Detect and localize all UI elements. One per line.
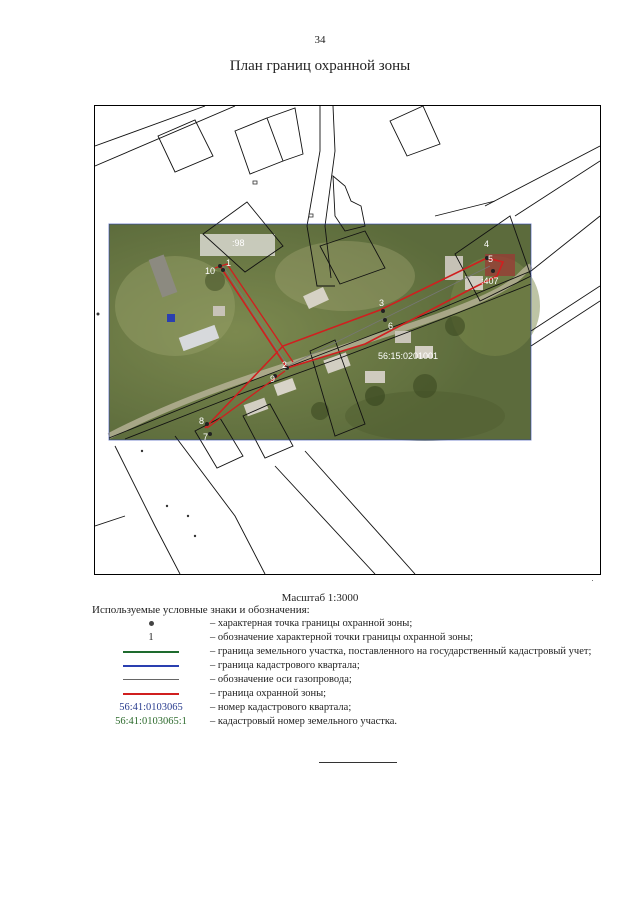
page-title: План границ охранной зоны: [229, 58, 411, 74]
legend: [92, 617, 612, 729]
satellite-imagery: [109, 224, 540, 441]
page-number: 34: [314, 34, 326, 46]
legend-heading: Используемые условные знаки и обозначения:: [92, 604, 310, 616]
green-line-symbol: [123, 651, 179, 653]
margin-mark: [592, 580, 593, 581]
map-scale: Масштаб 1:3000: [281, 592, 359, 604]
parcel-label-407: :407: [481, 276, 499, 286]
point-label-9: 9: [270, 374, 276, 384]
parcel-number-sample: 56:41:0103065:1: [115, 716, 187, 727]
legend-row-quarter-number: 56:41:0103065 – номер кадастрового квартала;: [92, 701, 612, 714]
point-label-6: 6: [388, 321, 394, 331]
legend-row-point: – характерная точка границы охранной зоны;: [92, 617, 612, 630]
quarter-label: 56:15:0201001: [378, 351, 439, 361]
legend-row-quarter-boundary: – граница кадастрового квартала;: [92, 659, 612, 672]
map-plan: [94, 105, 601, 575]
point-label-5: 5: [488, 254, 494, 264]
point-label-1: 1: [226, 258, 232, 268]
point-label-7: 7: [203, 432, 209, 442]
legend-row-gas-axis: – обозначение оси газопровода;: [92, 673, 612, 686]
quarter-number-sample: 56:41:0103065: [119, 702, 183, 713]
parcel-label-98: :98: [232, 238, 245, 248]
point-label-symbol: 1: [148, 632, 154, 643]
blue-line-symbol: [123, 665, 179, 667]
legend-row-parcel-number: 56:41:0103065:1 – кадастровый номер земельного участка.: [92, 715, 612, 728]
red-line-symbol: [123, 693, 179, 695]
point-label-10: 10: [205, 266, 216, 276]
legend-row-point-label: 1 – обозначение характерной точки границы охранной зоны;: [92, 631, 612, 644]
legend-row-zone-boundary: – граница охранной зоны;: [92, 687, 612, 700]
point-symbol-icon: [149, 621, 154, 626]
point-label-2: 2: [282, 360, 288, 370]
thin-line-symbol: [123, 679, 179, 680]
signature-line: [319, 762, 397, 763]
point-label-8: 8: [199, 416, 205, 426]
point-label-3: 3: [379, 298, 385, 308]
legend-row-parcel-boundary: – граница земельного участка, поставленного на государственный кадастровый учет;: [92, 645, 612, 658]
point-label-4: 4: [484, 239, 490, 249]
